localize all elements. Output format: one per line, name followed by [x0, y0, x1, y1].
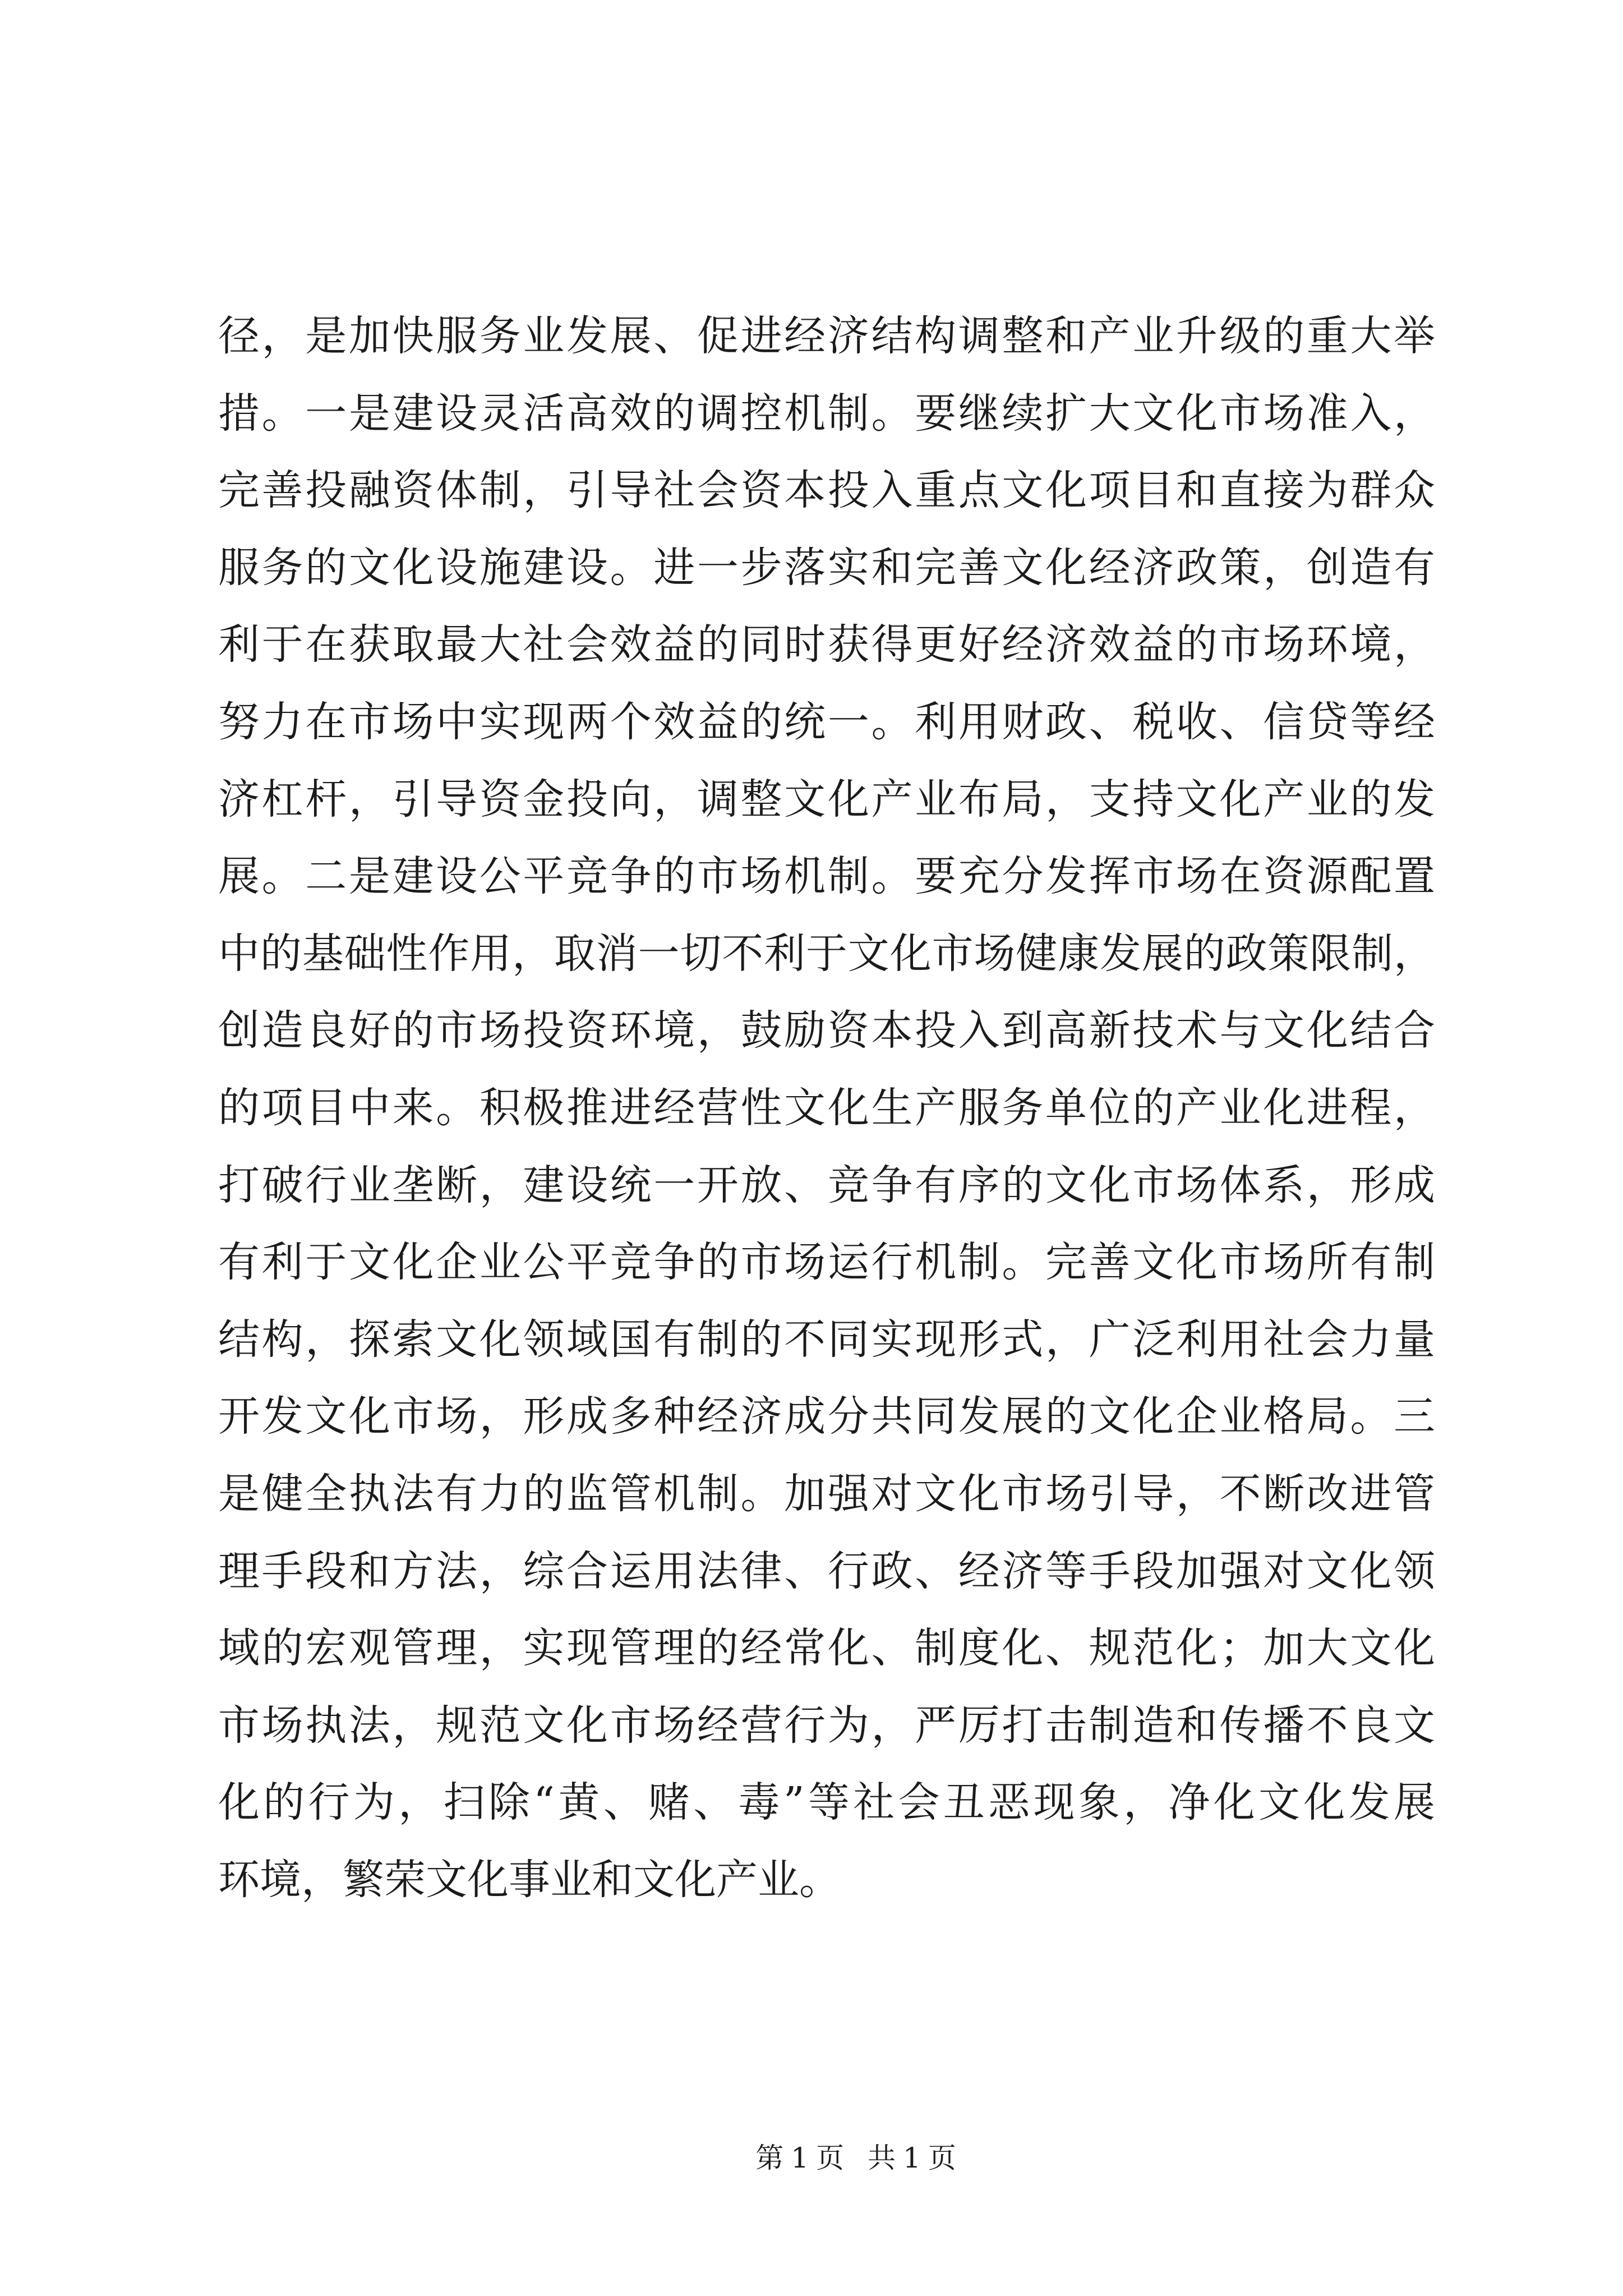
body-text-line: 展。二是建设公平竞争的市场机制。要充分发挥市场在资源配置 [218, 852, 1435, 901]
body-text-line: 理手段和方法，综合运用法律、行政、经济等手段加强对文化领 [218, 1547, 1435, 1595]
body-text-line: 结构，探索文化领域国有制的不同实现形式，广泛利用社会力量 [218, 1315, 1435, 1364]
body-text-line: 利于在获取最大社会效益的同时获得更好经济效益的市场环境， [218, 620, 1435, 669]
body-text-line: 中的基础性作用，取消一切不利于文化市场健康发展的政策限制， [218, 929, 1435, 978]
body-text-line-last: 环境，繁荣文化事业和文化产业。 [218, 1855, 841, 1904]
body-text-line: 服务的文化设施建设。进一步落实和完善文化经济政策，创造有 [218, 543, 1435, 592]
body-text-line: 域的宏观管理，实现管理的经常化、制度化、规范化；加大文化 [218, 1624, 1435, 1673]
body-text-line: 努力在市场中实现两个效益的统一。利用财政、税收、信贷等经 [218, 697, 1435, 746]
body-text-line: 创造良好的市场投资环境，鼓励资本投入到高新技术与文化结合 [218, 1006, 1435, 1055]
body-text-line: 是健全执法有力的监管机制。加强对文化市场引导，不断改进管 [218, 1469, 1435, 1518]
body-text-line: 开发文化市场，形成多种经济成分共同发展的文化企业格局。三 [218, 1392, 1435, 1441]
body-text-line: 化的行为，扫除“黄、赌、毒”等社会丑恶现象，净化文化发展 [218, 1778, 1435, 1827]
body-text-line: 完善投融资体制，引导社会资本投入重点文化项目和直接为群众 [218, 466, 1435, 515]
body-text-line: 的项目中来。积极推进经营性文化生产服务单位的产业化进程， [218, 1083, 1435, 1132]
body-text-line: 有利于文化企业公平竞争的市场运行机制。完善文化市场所有制 [218, 1238, 1435, 1287]
body-paragraph [218, 298, 1435, 1918]
body-text-line: 济杠杆，引导资金投向，调整文化产业布局，支持文化产业的发 [218, 775, 1435, 823]
body-text-line: 径，是加快服务业发展、促进经济结构调整和产业升级的重大举 [218, 312, 1435, 360]
body-text-line: 打破行业垄断，建设统一开放、竞争有序的文化市场体系，形成 [218, 1161, 1435, 1209]
body-text-line: 措。一是建设灵活高效的调控机制。要继续扩大文化市场准入， [218, 389, 1435, 438]
body-text-line: 市场执法，规范文化市场经营行为，严厉打击制造和传播不良文 [218, 1701, 1435, 1750]
page-number-footer: 第1页 共1页 [755, 2142, 963, 2174]
